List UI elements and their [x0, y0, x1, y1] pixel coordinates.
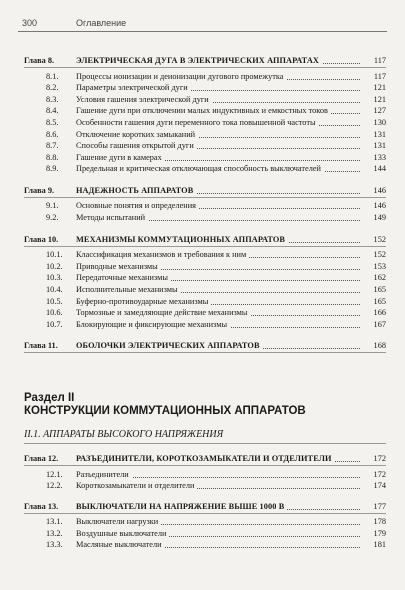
chapter-row[interactable] — [0, 453, 405, 465]
chapter-rule — [24, 197, 386, 198]
toc-item[interactable] — [0, 296, 405, 308]
chapter-label: Глава 11. — [24, 341, 58, 351]
item-number: 13.3. — [46, 540, 63, 550]
item-title: Приводные механизмы — [76, 261, 360, 273]
page-ref: 168 — [373, 341, 386, 351]
chapter-row[interactable] — [0, 501, 405, 513]
toc-item[interactable] — [0, 307, 405, 319]
item-title: Буферно-противоударные механизмы — [76, 296, 360, 308]
toc-item[interactable] — [0, 129, 405, 141]
chapter-label: Глава 12. — [24, 454, 59, 463]
page-ref: 152 — [373, 234, 386, 244]
page-ref: 152 — [373, 250, 386, 260]
chapter-title: МЕХАНИЗМЫ КОММУТАЦИОННЫХ АППАРАТОВ — [76, 234, 360, 246]
item-title: Исполнительные механизмы — [76, 284, 360, 296]
page-ref: 117 — [373, 56, 386, 65]
item-title: Предельная и критическая отключающая способность выключателей — [76, 163, 360, 175]
item-number: 8.7. — [46, 141, 59, 151]
toc-item[interactable] — [0, 212, 405, 224]
item-number: 10.1. — [46, 250, 63, 260]
item-number: 8.6. — [46, 129, 59, 139]
page-ref: 130 — [373, 117, 386, 127]
toc-item[interactable] — [0, 261, 405, 273]
page-ref: 121 — [373, 94, 386, 104]
item-number: 9.1. — [46, 201, 59, 211]
chapter-row[interactable] — [0, 185, 405, 197]
page-ref: 149 — [373, 213, 386, 222]
item-title: Короткозамыкатели и отделители — [76, 480, 360, 492]
page-ref: 153 — [373, 261, 386, 271]
page-ref: 131 — [373, 141, 386, 151]
toc-item[interactable] — [0, 319, 405, 331]
item-title: Особенности гашения дуги переменного тока повышенной частоты — [76, 117, 360, 129]
item-number: 10.4. — [46, 284, 63, 294]
item-title: Методы испытаний — [76, 212, 360, 224]
subsection-title: II.1. АППАРАТЫ ВЫСОКОГО НАПРЯЖЕНИЯ — [24, 429, 224, 440]
item-number: 10.5. — [46, 296, 63, 306]
item-title: Основные понятия и определения — [76, 200, 360, 212]
toc-item[interactable] — [0, 272, 405, 284]
item-title: Процессы ионизации и деионизации дугового промежутка — [76, 71, 360, 83]
toc-item[interactable] — [0, 516, 405, 528]
chapter-row[interactable] — [0, 55, 405, 67]
page-ref: 177 — [373, 501, 386, 511]
item-title: Воздушные выключатели — [76, 528, 360, 540]
item-number: 10.2. — [46, 261, 63, 271]
item-number: 10.3. — [46, 273, 63, 283]
toc-item[interactable] — [0, 163, 405, 175]
item-title: Гашение дуги в камерах — [76, 152, 360, 164]
toc-item[interactable] — [0, 200, 405, 212]
item-title: Гашение дуги при отключении малых индуктивных и емкостных токов — [76, 105, 360, 117]
page-ref: 179 — [373, 528, 386, 538]
item-number: 8.9. — [46, 164, 59, 174]
chapter-label: Глава 8. — [24, 56, 55, 65]
item-title: Классификация механизмов и требования к ним — [76, 249, 360, 261]
page-ref: 178 — [373, 517, 386, 527]
page-ref: 144 — [373, 164, 386, 174]
header-rule — [18, 31, 387, 32]
item-number: 8.5. — [46, 117, 59, 127]
item-number: 8.2. — [46, 83, 59, 93]
page-ref: 133 — [373, 152, 386, 162]
item-title: Выключатели нагрузки — [76, 516, 360, 528]
item-title: Тормозные и замедляющие действие механизмы — [76, 307, 360, 319]
section-label: Раздел II — [24, 392, 75, 404]
section-title: КОНСТРУКЦИИ КОММУТАЦИОННЫХ АППАРАТОВ — [24, 405, 306, 417]
chapter-label: Глава 13. — [24, 501, 59, 511]
toc-item[interactable] — [0, 284, 405, 296]
chapter-row[interactable] — [0, 234, 405, 246]
chapter-rule — [24, 67, 386, 68]
item-number: 8.3. — [46, 94, 59, 104]
toc-item[interactable] — [0, 82, 405, 94]
page-ref: 172 — [373, 454, 386, 463]
item-title: Разъединители — [76, 469, 360, 481]
toc-item[interactable] — [0, 528, 405, 540]
chapter-rule — [24, 246, 386, 247]
chapter-row[interactable] — [0, 340, 405, 352]
toc-item[interactable] — [0, 539, 405, 551]
toc-item[interactable] — [0, 105, 405, 117]
page-ref: 167 — [373, 319, 386, 329]
item-title: Блокирующие и фиксирующие механизмы — [76, 319, 360, 331]
page-ref: 146 — [373, 201, 386, 211]
subsection-rule — [24, 443, 386, 444]
page-ref: 181 — [373, 540, 386, 550]
item-number: 8.4. — [46, 106, 59, 116]
page-number: 300 — [22, 18, 38, 28]
item-number: 9.2. — [46, 213, 59, 222]
item-title: Способы гашения открытой дуги — [76, 140, 360, 152]
toc-item[interactable] — [0, 94, 405, 106]
page-header — [18, 16, 387, 34]
chapter-title: ВЫКЛЮЧАТЕЛИ НА НАПРЯЖЕНИЕ ВЫШЕ 1000 В — [76, 501, 360, 513]
chapter-rule — [24, 352, 386, 353]
toc-item[interactable] — [0, 117, 405, 129]
item-number: 13.1. — [46, 517, 63, 527]
chapter-title: ЭЛЕКТРИЧЕСКАЯ ДУГА В ЭЛЕКТРИЧЕСКИХ АППАРАТАХ — [76, 55, 360, 67]
item-title: Условия гашения электрической дуги — [76, 94, 360, 106]
page-ref: 127 — [373, 106, 386, 116]
item-title: Масляные выключатели — [76, 539, 360, 551]
toc-item[interactable] — [0, 140, 405, 152]
chapter-rule — [24, 465, 386, 466]
chapter-label: Глава 9. — [24, 185, 55, 195]
page-ref: 117 — [373, 71, 386, 81]
page-ref: 165 — [373, 284, 386, 294]
chapter-title: НАДЕЖНОСТЬ АППАРАТОВ — [76, 185, 360, 197]
page-ref: 174 — [373, 481, 386, 491]
toc-item[interactable] — [0, 469, 405, 481]
page-ref: 165 — [373, 296, 386, 306]
page-ref: 146 — [373, 185, 386, 195]
toc-item[interactable] — [0, 152, 405, 164]
item-title: Отключение коротких замыканий — [76, 129, 360, 141]
chapter-title: РАЗЪЕДИНИТЕЛИ, КОРОТКОЗАМЫКАТЕЛИ И ОТДЕЛИТЕЛИ — [76, 453, 360, 465]
chapter-title: ОБОЛОЧКИ ЭЛЕКТРИЧЕСКИХ АППАРАТОВ — [76, 340, 360, 352]
toc-item[interactable] — [0, 249, 405, 261]
toc-item[interactable] — [0, 480, 405, 492]
item-number: 10.6. — [46, 308, 63, 318]
running-title: Оглавление — [76, 18, 127, 28]
page-ref: 172 — [373, 469, 386, 479]
item-number: 8.8. — [46, 152, 59, 162]
item-number: 12.1. — [46, 469, 63, 479]
chapter-rule — [24, 513, 386, 514]
item-number: 8.1. — [46, 71, 59, 81]
page-ref: 162 — [373, 273, 386, 283]
item-title: Параметры электрической дуги — [76, 82, 360, 94]
item-number: 10.7. — [46, 319, 63, 329]
item-title: Передаточные механизмы — [76, 272, 360, 284]
page-ref: 121 — [373, 83, 386, 93]
page-ref: 131 — [373, 129, 386, 139]
page-ref: 166 — [373, 308, 386, 318]
toc-item[interactable] — [0, 71, 405, 83]
chapter-label: Глава 10. — [24, 234, 59, 244]
item-number: 13.2. — [46, 528, 63, 538]
item-number: 12.2. — [46, 481, 63, 491]
